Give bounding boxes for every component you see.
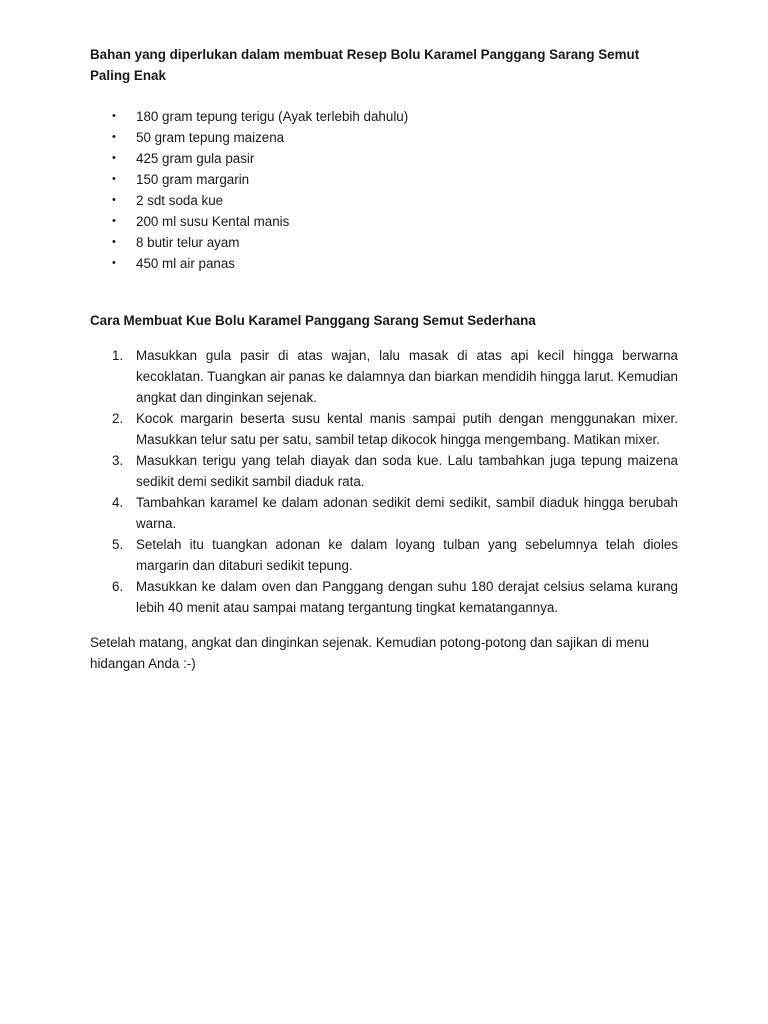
- ingredient-text: 200 ml susu Kental manis: [136, 214, 290, 229]
- bullet-icon: •: [112, 257, 116, 269]
- bullet-icon: •: [112, 194, 116, 206]
- ingredient-text: 450 ml air panas: [136, 256, 235, 271]
- bullet-icon: •: [112, 215, 116, 227]
- ingredient-text: 2 sdt soda kue: [136, 193, 224, 208]
- list-item: [90, 169, 678, 190]
- list-item: [90, 127, 678, 148]
- section-spacer: [90, 274, 678, 310]
- step-text: Masukkan terigu yang telah diayak dan soda kue. Lalu tambahkan juga tepung maizena sedikit demi sedikit sambil diaduk rata.: [136, 453, 678, 489]
- step-text: Kocok margarin beserta susu kental manis sampai putih dengan menggunakan mixer. Masukkan telur satu per satu, sambil tetap dikocok hingga mengembang. Matikan mixer.: [136, 411, 678, 447]
- bullet-icon: •: [112, 152, 116, 164]
- bullet-icon: •: [112, 236, 116, 248]
- step-number: 6.: [112, 579, 124, 594]
- list-item: [90, 211, 678, 232]
- list-item: [90, 253, 678, 274]
- steps-heading: Cara Membuat Kue Bolu Karamel Panggang Sarang Semut Sederhana: [90, 313, 536, 328]
- list-item: [90, 190, 678, 211]
- ingredient-text: 150 gram margarin: [136, 172, 250, 187]
- step-item: [90, 576, 678, 618]
- ingredients-heading: Bahan yang diperlukan dalam membuat Resep Bolu Karamel Panggang Sarang Semut Paling Enak: [90, 47, 640, 83]
- step-text: Masukkan ke dalam oven dan Panggang dengan suhu 180 derajat celsius selama kurang lebih 40 menit atau sampai matang tergantung tingkat kematangannya.: [136, 579, 678, 615]
- bullet-icon: •: [112, 173, 116, 185]
- step-item: [90, 492, 678, 534]
- step-number: 5.: [112, 537, 124, 552]
- step-number: 1.: [112, 348, 124, 363]
- bullet-icon: •: [112, 131, 116, 143]
- list-item: [90, 232, 678, 253]
- ingredient-text: 180 gram tepung terigu (Ayak terlebih dahulu): [136, 109, 409, 124]
- ingredient-text: 425 gram gula pasir: [136, 151, 255, 166]
- bullet-icon: •: [112, 110, 116, 122]
- step-number: 4.: [112, 495, 124, 510]
- document-page: [90, 44, 678, 687]
- step-text: Setelah itu tuangkan adonan ke dalam loyang tulban yang sebelumnya telah dioles margarin dan ditaburi sedikit tepung.: [136, 537, 678, 573]
- step-number: 2.: [112, 411, 124, 426]
- ingredient-text: 8 butir telur ayam: [136, 235, 240, 250]
- step-text: Tambahkan karamel ke dalam adonan sedikit demi sedikit, sambil diaduk hingga berubah warna.: [136, 495, 678, 531]
- step-text: Masukkan gula pasir di atas wajan, lalu masak di atas api kecil hingga berwarna kecoklatan. Tuangkan air panas ke dalamnya dan biarkan mendidih hingga larut. Kemudian angkat dan dinginkan sejenak.: [136, 348, 678, 405]
- ingredient-text: 50 gram tepung maizena: [136, 130, 285, 145]
- ingredients-list: [90, 106, 678, 274]
- step-item: [90, 534, 678, 576]
- step-item: [90, 450, 678, 492]
- list-item: [90, 106, 678, 127]
- steps-list: [90, 345, 678, 618]
- step-number: 3.: [112, 453, 124, 468]
- list-item: [90, 148, 678, 169]
- closing-paragraph: Setelah matang, angkat dan dinginkan sejenak. Kemudian potong-potong dan sajikan di menu hidangan Anda :-): [90, 635, 650, 671]
- step-item: [90, 408, 678, 450]
- step-item: [90, 345, 678, 408]
